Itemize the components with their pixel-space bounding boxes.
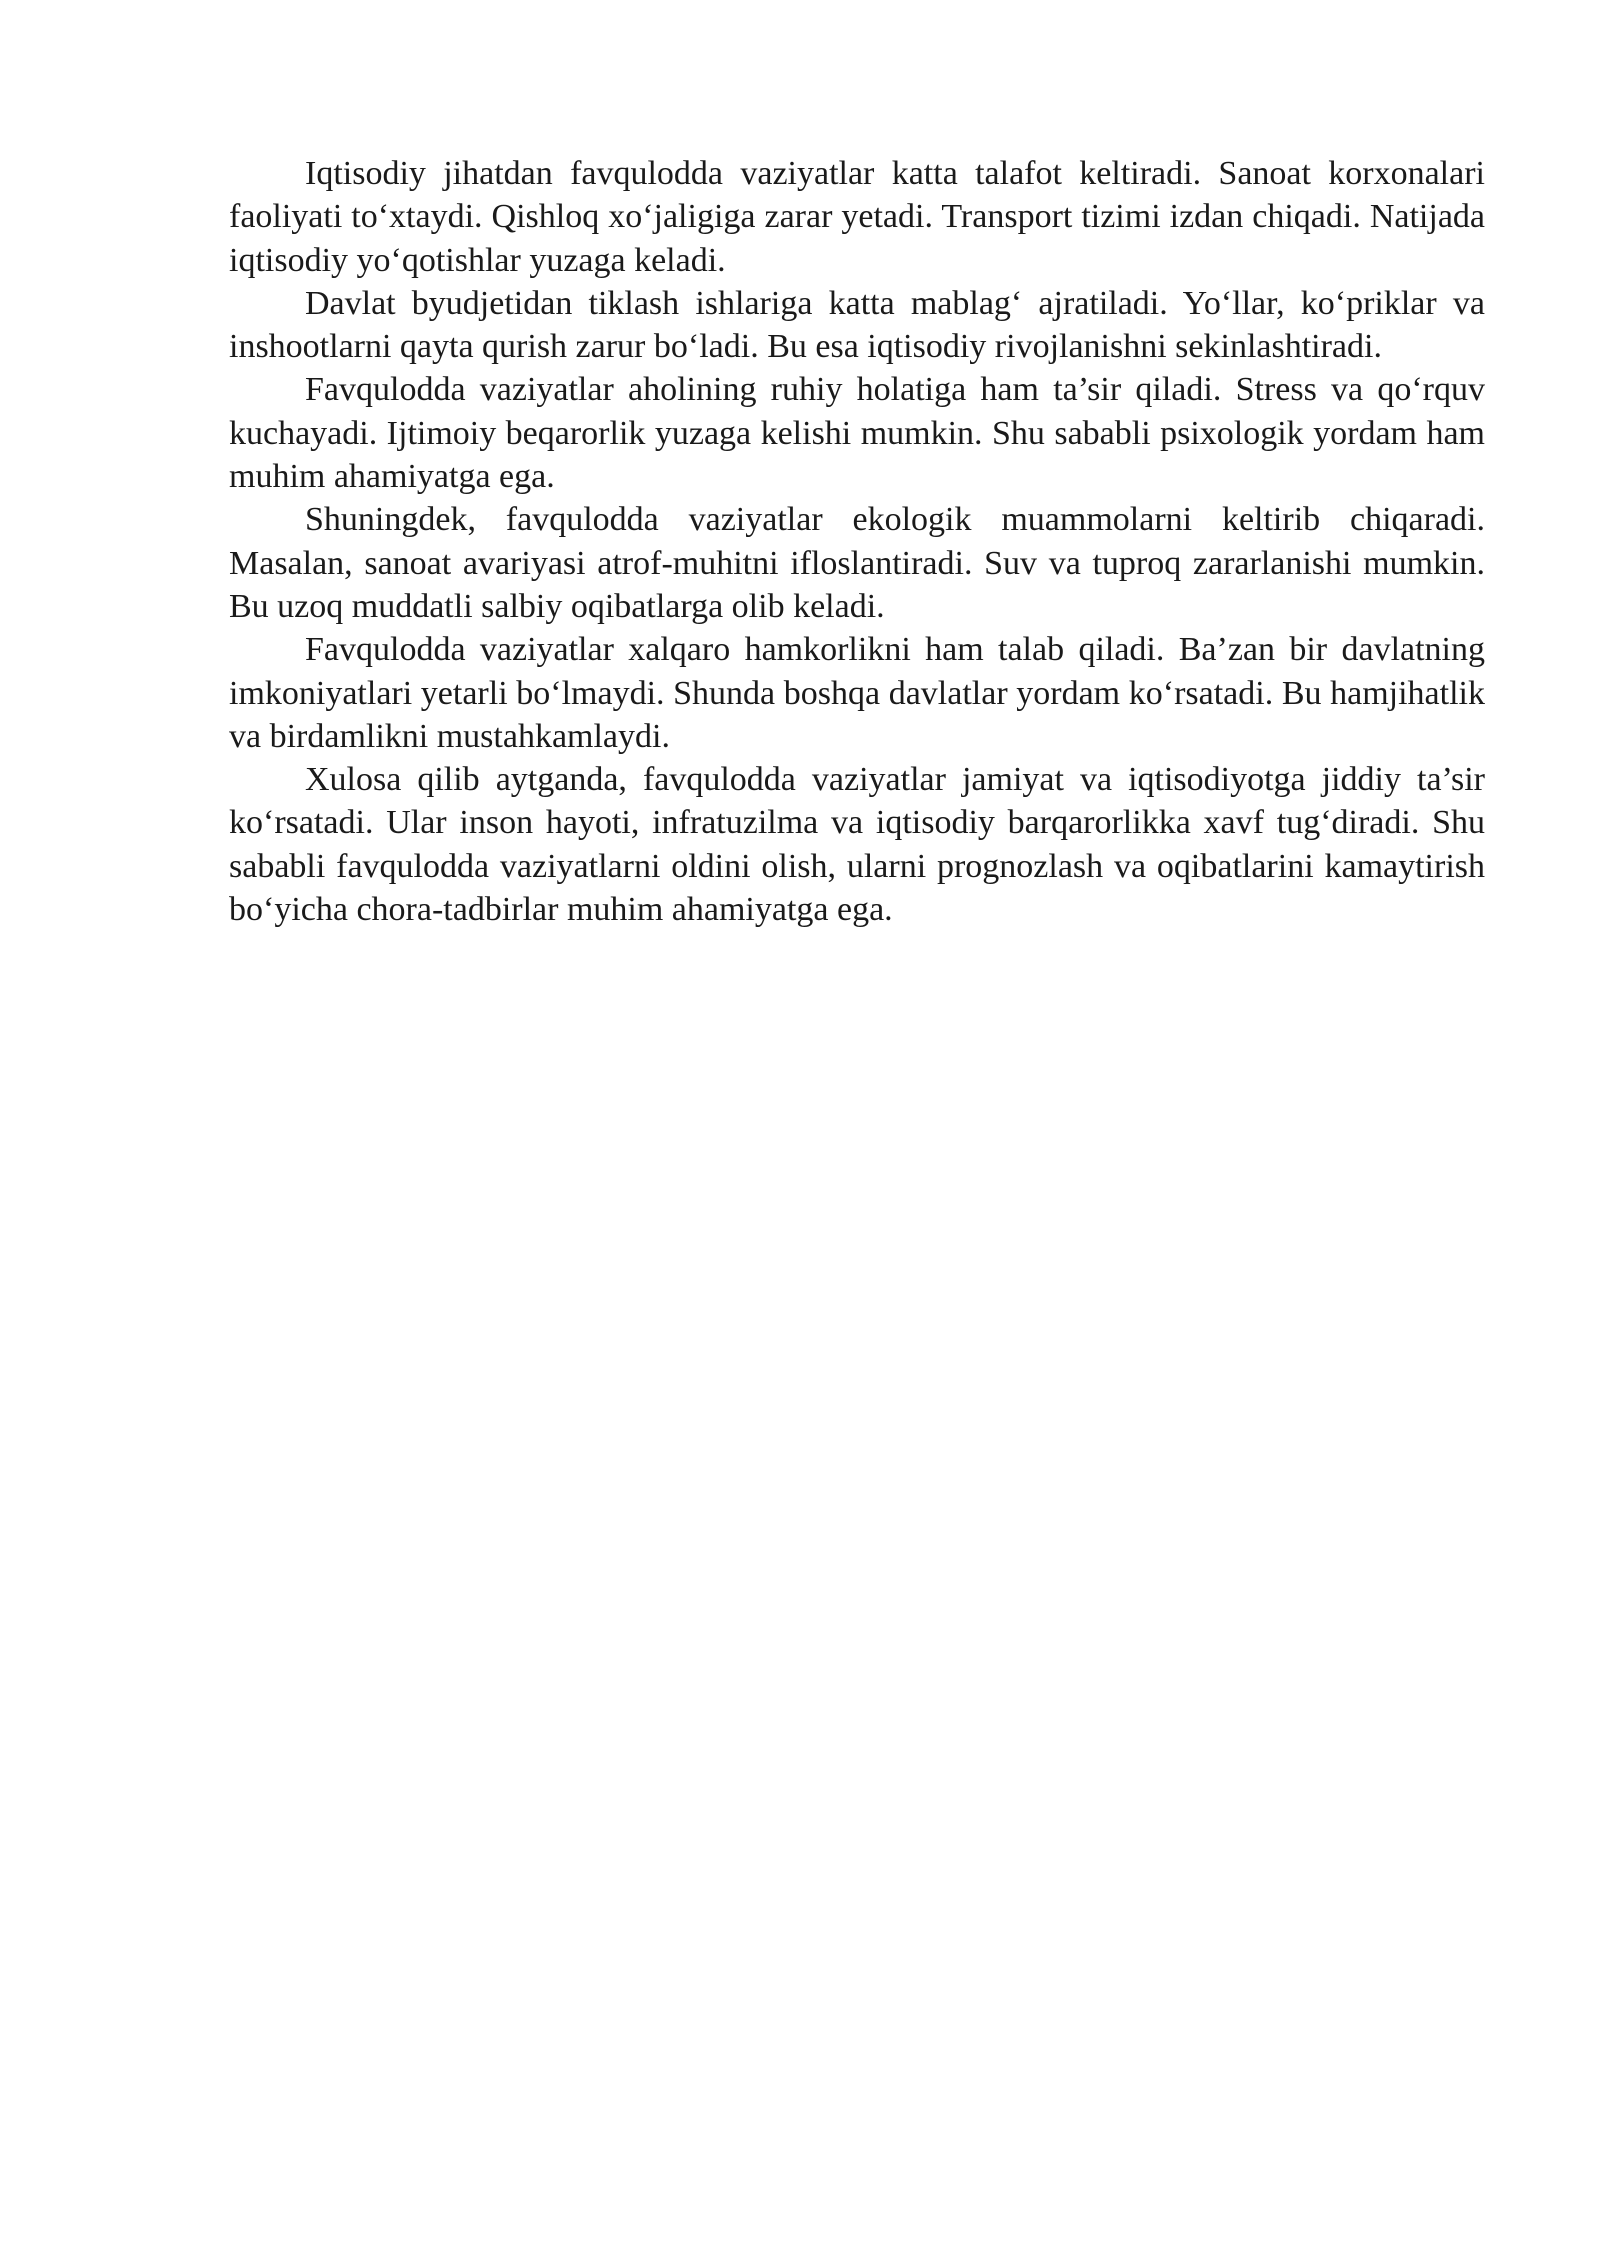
paragraph-psychological-impact: Favqulodda vaziyatlar aholining ruhiy holatiga ham ta’sir qiladi. Stress va qo‘rquv kuchayadi. Ijtimoiy beqarorlik yuzaga kelishi mumkin. Shu sababli psixologik yordam ham muhim ahamiyatga ega. <box>229 371 1485 496</box>
paragraph-economic-damage: Iqtisodiy jihatdan favqulodda vaziyatlar katta talafot keltiradi. Sanoat korxonalari faoliyati to‘xtaydi. Qishloq xo‘jaligiga zarar yetadi. Transport tizimi izdan chiqadi. Natijada iqtisodiy yo‘qotishlar yuzaga keladi. <box>229 155 1485 279</box>
paragraph-state-budget: Davlat byudjetidan tiklash ishlariga katta mablag‘ ajratiladi. Yo‘llar, ko‘priklar va inshootlarni qayta qurish zarur bo‘ladi. Bu esa iqtisodiy rivojlanishni sekinlashtiradi. <box>229 284 1485 366</box>
paragraph-ecological-problems: Shuningdek, favqulodda vaziyatlar ekologik muammolarni keltirib chiqaradi. Masalan, sanoat avariyasi atrof-muhitni ifloslantiradi. Suv va tuproq zararlanishi mumkin. Bu uzoq muddatli salbiy oqibatlarga olib keladi. <box>229 501 1485 625</box>
body-text <box>229 152 1485 931</box>
paragraph-international-cooperation: Favqulodda vaziyatlar xalqaro hamkorlikni ham talab qiladi. Ba’zan bir davlatning imkoniyatlari yetarli bo‘lmaydi. Shunda boshqa davlatlar yordam ko‘rsatadi. Bu hamjihatlik va birdamlikni mustahkamlaydi. <box>229 631 1485 755</box>
paragraph-conclusion: Xulosa qilib aytganda, favqulodda vaziyatlar jamiyat va iqtisodiyotga jiddiy ta’sir ko‘rsatadi. Ular inson hayoti, infratuzilma va iqtisodiy barqarorlikka xavf tug‘diradi. Shu sababli favqulodda vaziyatlarni oldini olish, ularni prognozlash va oqibatlarini kamaytirish bo‘yicha chora-tadbirlar muhim ahamiyatga ega. <box>229 761 1485 929</box>
